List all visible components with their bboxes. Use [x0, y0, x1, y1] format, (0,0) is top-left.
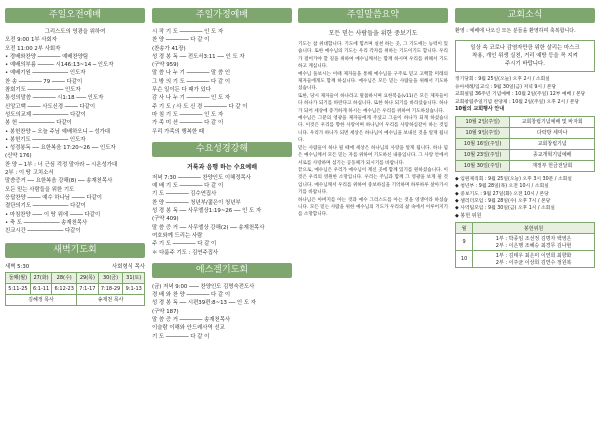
service-line: 기 도 ─────── 김수연집사 — [152, 191, 217, 198]
service-line: 말 씀 증 거 ─────── 송재천목사 — [152, 317, 231, 324]
service-line: 신앙고백 ──── 사도신경 ──── 다같이 — [5, 103, 96, 110]
service-line: 친교시간 ─────────── 다같이 — [5, 228, 81, 235]
service-line: 봉 헌 ─────────── 다같이 — [5, 120, 72, 127]
service-line: 주 기 도 / 사 도 신 경 ─────── 다 같 이 — [152, 103, 248, 110]
service-line: • 예배의부름 ───── 시146:13~14 ─ 인도자 — [5, 62, 114, 69]
news-items — [455, 76, 595, 106]
table-row — [456, 251, 595, 268]
service-line: 무슨 일이든 다 때가 있다 — [152, 87, 211, 94]
service-line: • 예배기원 ─────────── 인도자 — [5, 70, 86, 77]
family-worship-header: 주일가정예배 — [152, 8, 292, 23]
table-cell: 7:18-29 — [98, 283, 123, 294]
service-line: 저녁 7:30 ─────── 찬양인도 이혜정목사 — [152, 174, 251, 181]
service-line: 말 씀 나 누 기 ─────── 말 씀 인 — [152, 70, 231, 77]
sermon-body — [298, 41, 448, 219]
service-line: (구약 187) — [152, 308, 179, 315]
service-line: • 마침찬양 ─── 이 땅 위에 ──── 다같이 — [5, 211, 101, 218]
service-line: 그 밖 의 기 도 ─────── 다 같 이 — [152, 78, 231, 85]
table-cell: 종교개혁기념예배 — [510, 149, 595, 160]
service-line: 기 도 ─────── 다 같 이 — [152, 333, 210, 340]
news-item: 교회설립 36주년 기념예배 : 10월 2일(주일) 12부 예배 / 본당 — [455, 92, 586, 98]
news-header: 교회소식 — [455, 8, 595, 23]
dawn-table — [5, 272, 145, 306]
service-line: 찬 양 ─────── 다 같 이 — [152, 37, 210, 44]
table-cell: 10월 30일(주일) — [456, 160, 510, 171]
service-line: 우리 가족의 행복한 때 — [152, 128, 205, 135]
offering-table — [455, 222, 595, 268]
service-line: 모든 믿는 사람들을 위한 기도 — [5, 186, 75, 193]
service-line: • 성경봉독 ── 요한복음 17:20~26 ── 인도자 — [5, 145, 116, 152]
wednesday-header: 수요성경강해 — [152, 142, 292, 157]
notice-line: 일상 속 코로나 감염자만큼 위한 살리는 마스크 — [470, 44, 580, 51]
table-row — [456, 138, 595, 149]
notice-line: 착용, 개인 위생 실천, 거리 예방 등을 꼭 지켜 — [472, 52, 578, 59]
service-line: 시 작 기 도 ─────── 인 도 자 — [152, 29, 224, 35]
table-cell: 1부 : 김태우 최은미 이연희 최향화 2부 : 이주균 이상희 김연수 정원복 — [473, 251, 595, 268]
service-line: 이슬람 이해와 안드레사역 선교 — [152, 325, 225, 332]
service-line: 성 경 봉 독 ── 사무엘상1:19~26 ── 인 도 자 — [152, 208, 262, 215]
table-cell: 28(수) — [52, 272, 77, 283]
misc-news — [455, 176, 595, 213]
news-item: 교회창립주일기념 찬양제 : 10월 2일(주일) 오후 2시 / 본당 — [455, 99, 580, 105]
service-line: 통성의말씀 ─────── 시1:18 ─── 인도자 — [5, 95, 104, 102]
service-line: (찬송가 41장) — [152, 45, 186, 52]
table-row — [456, 160, 595, 171]
service-line: 말 씀 증 거 ── 사무엘상 강해(2) ── 송재천목사 — [152, 224, 265, 231]
table-cell: 9 — [456, 234, 473, 251]
dawn-preacher: 사회형식 목사 — [112, 264, 145, 271]
notice-line: 주시기 바랍니다. — [505, 61, 545, 68]
table-cell: 월 — [456, 223, 473, 234]
service-line: (구약 959) — [152, 62, 179, 69]
service-line: • 봉헌기도 ─────────── 인도자 — [5, 136, 86, 143]
sermon-paragraph: 하나님은 아버지를 아는 것과 예수 그리스도를 아는 것을 영생이라 하셨습니다. 모든 믿는 사람을 위한 예수님의 기도가 우리의 삶 속에서 이루어지기를 소망합니다. — [298, 197, 448, 218]
sermon-paragraph: 예수님은 그분의 영광을 제자들에게 주셨고 그들이 하나가 되게 하셨습니다. 이것은 우리를 향한 사랑이며 하나님이 우리를 사랑하심같이 하는 것입니다. 우리가 하나가 되면 세상은 하나님이 예수님을 보내신 것을 알게 됩니다. — [298, 116, 448, 144]
table-cell: 7:1-17 — [77, 283, 99, 294]
dawn-time — [5, 263, 145, 271]
sermon-summary — [298, 8, 448, 219]
table-cell: 10월 9일(주일) — [456, 127, 510, 138]
table-cell: 10월 16일(주일) — [456, 138, 510, 149]
table-cell: 10월 2일(주일) — [456, 116, 510, 127]
table-cell: 9:1-13 — [123, 283, 145, 294]
dawn-time-text: 새벽 5:30 — [5, 264, 30, 271]
service-line: 감 사 나 누 기 ─────── 인 도 자 — [152, 95, 231, 102]
service-line: 가 족 미 션 ─────── 다 같 이 — [152, 120, 224, 127]
table-cell: 31(토) — [123, 272, 145, 283]
service-line: (구약 409) — [152, 216, 179, 223]
table-cell: 10 — [456, 251, 473, 268]
service-line: 오전 11:00 2부 사회자 — [5, 45, 61, 52]
schedule-table — [455, 116, 595, 172]
news-item: 유아세례/입교식 : 9월 30일(금) 저녁 9시 / 본당 — [455, 84, 556, 90]
table-cell: 김혜정 목사 — [6, 294, 77, 305]
service-line: 오전 9:00 1부 사회자 — [5, 37, 57, 44]
table-cell: 교회창립기념 — [510, 138, 595, 149]
sermon-paragraph: 또한, 당시 제자들이 하나라고 말씀하시며 요한복음(v11)은 모든 제자들이 다 하나가 되기를 바란다고 하십니다. 또한 하나 되기를 바라셨습니다. 하나가 되어 세상에 증거하게 하시는 예수님은 우리를 위하여 기도하셨습니다. — [298, 93, 448, 114]
service-line: 여호와께 드리는 사람 — [152, 232, 203, 239]
schedule-title: 10월의 교회행사 안내 — [455, 106, 505, 113]
table-cell: 10월 23일(주일) — [456, 149, 510, 160]
church-news — [455, 8, 595, 268]
service-line: • 축 도 ─────────── 송재천목사 — [5, 219, 88, 226]
offering-title: ◆ 봉헌 위원 — [455, 212, 482, 219]
ezekiel-service-list — [152, 283, 292, 341]
service-line: 성 경 봉 독 ── 전도서3:11 ── 인 도 자 — [152, 53, 245, 60]
table-cell: 송재천 목사 — [77, 294, 145, 305]
service-line: (금) 저녁 9:00 ─── 찬양인도 김명숙전도사 — [152, 283, 255, 290]
service-line: 찬 양 ─────── 청년부/젊은이 청년부 — [152, 199, 241, 206]
service-line: 찬 송 ─────── 79 ──── 다같이 — [5, 78, 83, 85]
service-line: 말씀증거 ── 요한복음 강해(8) ── 송재천목사 — [5, 178, 113, 185]
service-line: 경 배 와 찬 양 ─────── 다 같 이 — [152, 292, 231, 299]
service-line: ＊ 다룸주 기도 : 김연주집사 — [152, 249, 219, 256]
service-line: 참회기도 ─────────── 인도자 — [5, 87, 81, 94]
service-line: 결단의기도 ─────────── 다같이 — [5, 203, 86, 210]
table-cell: 교회창립기념예배 및 바자회 — [510, 116, 595, 127]
service-line: 응답찬양 ──── 예수 하나님 ──── 다같이 — [5, 194, 103, 201]
dawn-prayer-header: 새벽기도회 — [5, 243, 145, 258]
table-cell: 다락방 세미나 — [510, 127, 595, 138]
welcome-text: 환영 : 예배에 나오신 모든 분들을 환영하며 축복합니다. — [455, 28, 576, 34]
news-item: ◆ 임원제직회 : 9월 25일(오늘) 오후 3시 30분 / 소회실 — [455, 176, 572, 182]
table-cell: 6:12-23 — [52, 283, 77, 294]
sermon-header: 주일말씀요약 — [298, 8, 448, 23]
sermon-paragraph: 기도는 참 위대합니다. 기도에 힘쓰며 실천 하는 곳, 그 기도에는 능력이 있습니다. 또한 예수님의 기도는 우리 각자를 위하는 기도이기도 합니다. 우리가 걸어가야 할 길을 위하여 예수님께서는 함께 하시며 우리를 위해서 기도하고 계십니다. — [298, 42, 448, 70]
news-item: ◆ 셀리더모임 : 9월 28일(수) 오후 7시 / 본당 — [455, 198, 551, 204]
service-line: 성 경 봉 독 ── 시편39편:8~13 ── 인 도 자 — [152, 300, 256, 307]
service-line: 예 배 기 도 ─────── 다 같 이 — [152, 183, 224, 190]
table-cell: 5:11-25 — [6, 283, 31, 294]
table-row — [456, 234, 595, 251]
service-line: 찬 양 ─ 1부 : 너 근심 걱정 말아라 ─ 시온성가대 — [5, 161, 118, 168]
sermon-paragraph: 예수님 돌보시는 이때 제자들을 통해 예수님을 구주로 믿고 고백할 미래의 제자들에게도 함께 하십니다. 예수님은 모든 믿는 사람들을 위해서 기도하셨습니다. — [298, 71, 448, 92]
table-row — [456, 149, 595, 160]
service-line: (신약 176) — [5, 153, 32, 160]
wednesday-service-list — [152, 174, 292, 257]
service-line: 마 침 기 도 ─────── 인 도 자 — [152, 111, 224, 118]
table-cell: 1부 : 박종임 조선정 김명자 백영은 2부 : 이은행 조혜승 최경무 김나현 — [473, 234, 595, 251]
service-line: 2부 : 이 땅 고치소서 — [5, 170, 54, 177]
family-service-list — [152, 28, 292, 136]
table-row — [456, 116, 595, 127]
sermon-paragraph: 믿는 사람들이 하나 될 때에 세상은 하나님의 사랑을 알게 됩니다. 하나 됨은 예수님께서 모든 믿는 자를 위하여 기도하신 내용입니다. 그 사랑 안에서 서로를 사랑하며 섬기는 공동체가 되시기를 바랍니다. — [298, 145, 448, 166]
table-cell: 27(화) — [30, 272, 52, 283]
notice-box — [455, 40, 595, 73]
morning-worship-header: 주일오전예배 — [5, 8, 145, 23]
sermon-title: 모든 믿는 사람들을 위한 중보기도 — [328, 30, 418, 37]
news-item: ◆ 사역팀모임 : 9월 30일(금) 오후 1시 / 소회실 — [455, 206, 555, 212]
sermon-paragraph: 끝으로, 예수님은 우리가 예수님이 계신 곳에 함께 있기를 원하셨습니다. 이것은 우리의 영원한 소망입니다. 우리는 주님과 함께 그 영광을 보게 될 것입니다. 예수님께서 우리를 위하여 중보하심을 기억하며 하루하루 살아가시기를 바랍니다. — [298, 167, 448, 196]
service-line: • 봉헌찬양 ─ 오늘 주님 예배하오니 ─ 성가대 — [5, 128, 110, 135]
family-worship — [152, 8, 292, 341]
service-line: 성도의교제 ─────────── 다같이 — [5, 111, 86, 118]
table-cell: 30(금) — [98, 272, 123, 283]
morning-service-list — [5, 36, 145, 235]
wednesday-subtitle: 거룩과 음행 하는 수요예배 — [186, 163, 258, 171]
table-row — [456, 127, 595, 138]
table-cell: 29(목) — [77, 272, 99, 283]
news-item: 정기당회 : 9월 25일(오늘) 오후 2시 / 소회실 — [455, 77, 550, 83]
table-cell: 둘째(월) — [6, 272, 31, 283]
service-line: • 경배와찬양 ─────── 예배찬양팀 — [5, 53, 89, 60]
table-cell: 6:1-11 — [30, 283, 52, 294]
table-cell: 봉헌위원 — [473, 223, 595, 234]
worship-label: 그리스도의 영광을 위하여 — [44, 29, 106, 35]
ezekiel-header: 에스겔기도회 — [152, 263, 292, 278]
service-line: 주 기 도 ─────── 다 같 이 — [152, 241, 217, 248]
table-cell: 재정부 헌금전달회 — [510, 160, 595, 171]
news-item: ◆ 중보기도 : 9월 27일(화) 오전 10시 / 본당 — [455, 191, 549, 197]
morning-worship — [5, 8, 145, 306]
news-item: ◆ 청년부 : 9월 28일(목) 오전 10시 / 소회실 — [455, 184, 549, 190]
